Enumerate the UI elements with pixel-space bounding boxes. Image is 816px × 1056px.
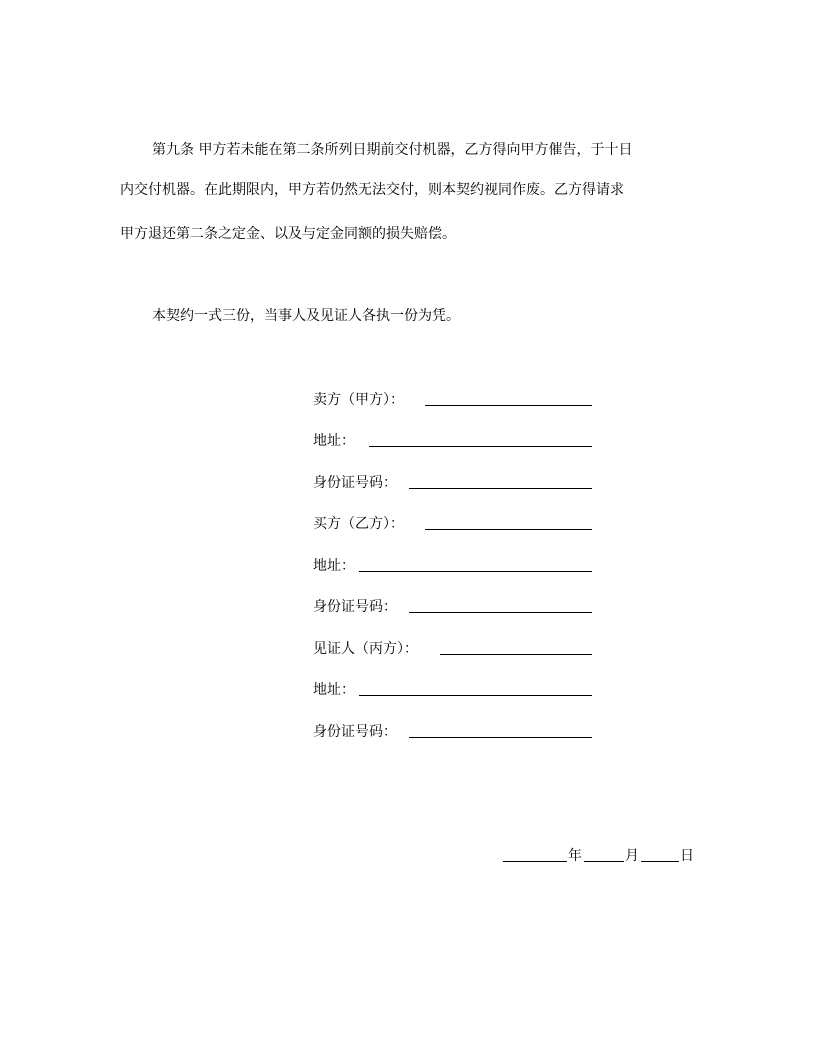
buyer-address-line[interactable] (359, 571, 592, 572)
article-9-paragraph (120, 139, 696, 249)
seller-name-label: 卖方（甲方）： (313, 392, 404, 408)
buyer-name-line[interactable] (425, 529, 592, 530)
copies-clause (120, 305, 696, 325)
seller-address-label: 地址： (313, 433, 355, 449)
buyer-address-label: 地址： (313, 558, 355, 574)
seller-name-line[interactable] (425, 405, 592, 406)
witness-address-label: 地址： (313, 682, 355, 698)
witness-address-line[interactable] (359, 695, 592, 696)
article-9-line-1: 第九条 甲方若未能在第二条所列日期前交付机器，乙方得向甲方催告，于十日 (152, 142, 633, 158)
date-year-label: 年 (568, 848, 582, 864)
date-year-line[interactable] (503, 861, 567, 862)
seller-id-line[interactable] (409, 488, 592, 489)
date-day-label: 日 (680, 848, 694, 864)
buyer-id-line[interactable] (409, 612, 592, 613)
copies-clause-text: 本契约一式三份，当事人及见证人各执一份为凭。 (152, 308, 460, 324)
witness-id-line[interactable] (409, 737, 592, 738)
witness-name-label: 见证人（丙方）： (313, 641, 418, 657)
date-day-line[interactable] (641, 861, 679, 862)
buyer-id-label: 身份证号码： (313, 599, 397, 615)
date-month-label: 月 (625, 848, 639, 864)
seller-address-line[interactable] (369, 446, 592, 447)
signing-date (503, 845, 703, 865)
buyer-name-label: 买方（乙方）： (313, 516, 404, 532)
article-9-line-2: 内交付机器。在此期限内，甲方若仍然无法交付，则本契约视同作废。乙方得请求 (120, 182, 624, 198)
seller-id-label: 身份证号码： (313, 475, 397, 491)
article-9-line-3: 甲方退还第二条之定金、以及与定金同额的损失赔偿。 (120, 226, 456, 242)
witness-id-label: 身份证号码： (313, 724, 397, 740)
witness-name-line[interactable] (440, 654, 592, 655)
date-month-line[interactable] (584, 861, 624, 862)
